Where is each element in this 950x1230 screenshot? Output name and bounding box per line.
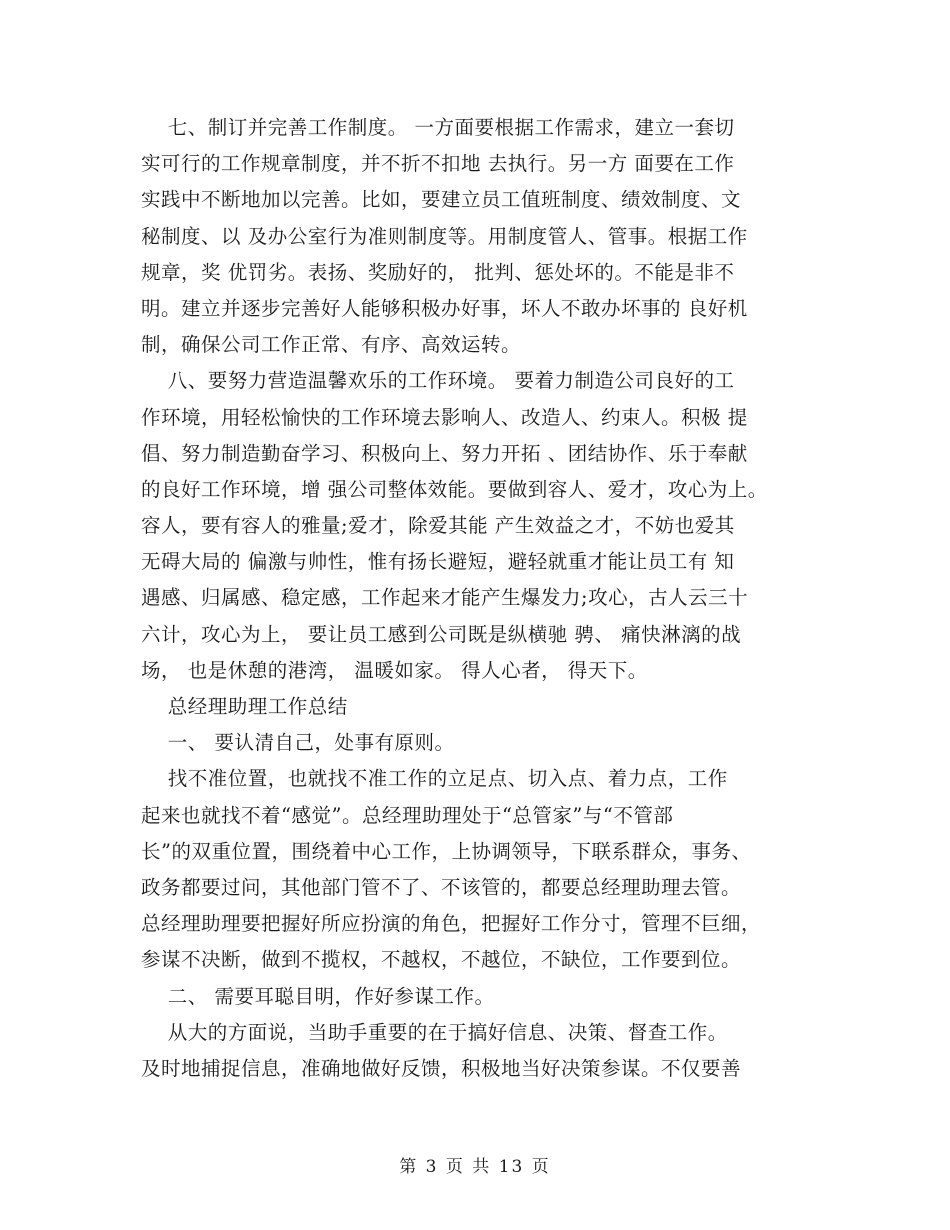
text-line: 倡、努力制造勤奋学习、积极向上、努力开拓 、团结协作、乐于奉献 xyxy=(141,441,748,465)
text-line: 实可行的工作规章制度，并不折不扣地 去执行。另一方 面要在工作 xyxy=(141,152,735,176)
subsection-heading: 一、 要认清自己，处事有原则。 xyxy=(141,731,455,755)
text-line: 遇感、归属感、稳定感，工作起来才能产生爆发力;攻心，古人云三十 xyxy=(141,586,749,610)
text-line: 从大的方面说，当助手重要的在于搞好信息、决策、督查工作。 xyxy=(141,1020,728,1044)
text-line: 容人，要有容人的雅量;爱才，除爱其能 产生效益之才，不妨也爱其 xyxy=(141,514,735,538)
subsection-heading: 二、 需要耳聪目明，作好参谋工作。 xyxy=(141,984,495,1008)
text-line: 无碍大局的 偏激与帅性，惟有扬长避短，避轻就重才能让员工有 知 xyxy=(141,550,735,574)
text-line: 规章，奖 优罚劣。表扬、奖励好的， 批判、惩处坏的。不能是非不 xyxy=(141,260,735,284)
text-line: 参谋不决断，做到不揽权，不越权，不越位，不缺位，工作要到位。 xyxy=(141,948,742,972)
page-number-footer: 第 3 页 共 13 页 xyxy=(399,1157,551,1177)
text-line: 六计，攻心为上， 要让员工感到公司既是纵横驰 骋、 痛快淋漓的战 xyxy=(141,622,742,646)
text-line: 起来也就找不着“感觉”。总经理助理处于“总管家”与“不管部 xyxy=(141,803,674,827)
text-line: 长”的双重位置，围绕着中心工作，上协调领导，下联系群众，事务、 xyxy=(141,839,752,863)
text-line: 政务都要过问，其他部门管不了、不该管的，都要总经理助理去管。 xyxy=(141,875,742,899)
text-line: 秘制度、以 及办公室行为准则制度等。用制度管人、管事。根据工作 xyxy=(141,224,748,248)
section-heading: 总经理助理工作总结 xyxy=(141,695,348,718)
text-line: 总经理助理要把握好所应扮演的角色，把握好工作分寸，管理不巨细， xyxy=(141,912,762,936)
text-line: 找不准位置，也就找不准工作的立足点、切入点、着力点，工作 xyxy=(141,767,728,791)
text-line: 八、要努力营造温馨欢乐的工作环境。 要着力制造公司良好的工 xyxy=(141,369,735,393)
text-line: 的良好工作环境，增 强公司整体效能。要做到容人、爱才，攻心为上。 xyxy=(141,477,768,501)
text-line: 明。建立并逐步完善好人能够积极办好事，坏人不敢办坏事的 良好机 xyxy=(141,296,748,320)
text-line: 场， 也是休憩的港湾， 温暖如家。 得人心者， 得天下。 xyxy=(141,658,648,682)
text-line: 作环境，用轻松愉快的工作环境去影响人、改造人、约束人。积极 提 xyxy=(141,405,748,429)
text-line: 及时地捕捉信息，准确地做好反馈，积极地当好决策参谋。不仅要善 xyxy=(141,1056,742,1080)
document-body xyxy=(141,110,821,1087)
text-line: 实践中不断地加以完善。比如，要建立员工值班制度、绩效制度、文 xyxy=(141,188,742,212)
text-line: 制，确保公司工作正常、有序、高效运转。 xyxy=(141,333,522,357)
text-line: 七、制订并完善工作制度。 一方面要根据工作需求，建立一套切 xyxy=(141,116,735,139)
